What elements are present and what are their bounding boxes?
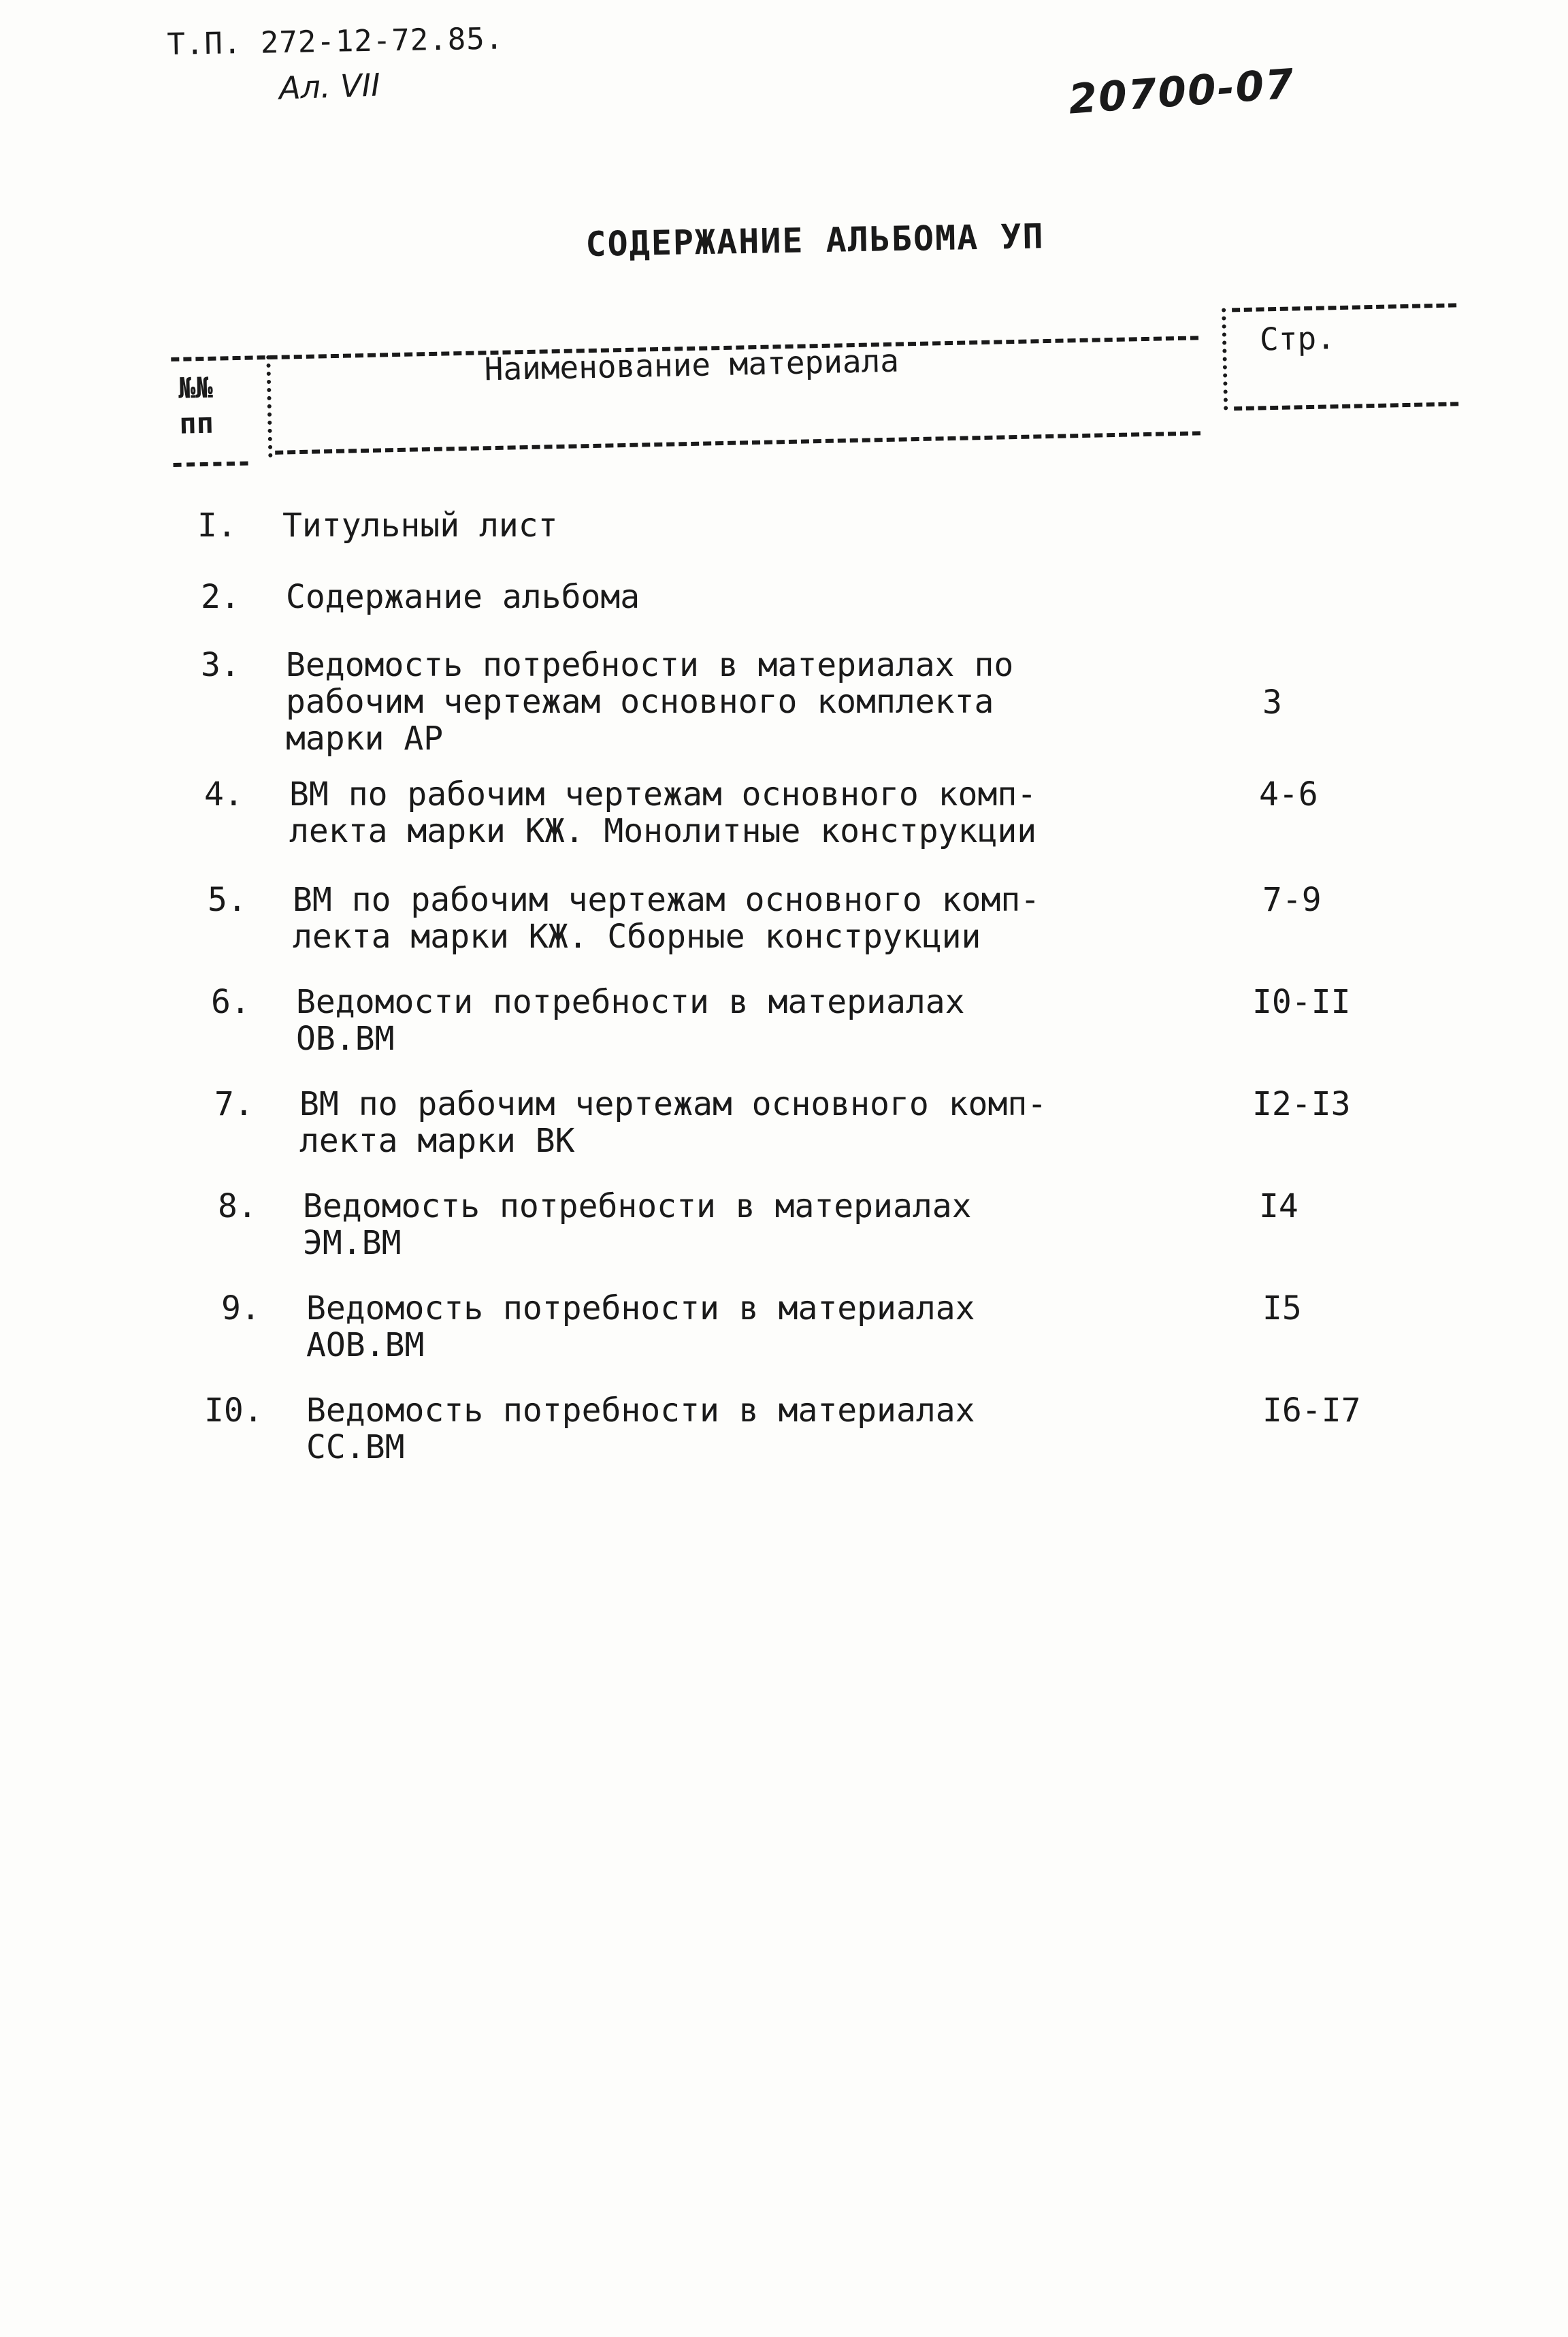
item-title: Ведомости потребности в материалах ОВ.ВМ [296,983,965,1058]
item-number: 6. [211,983,250,1021]
item-page: 7-9 [1262,881,1322,919]
item-number: I0. [204,1391,263,1430]
column-header-name: Наименование материала [484,342,900,388]
item-page: I0-II [1252,983,1351,1021]
item-number: 8. [218,1187,257,1225]
item-page: 4-6 [1259,775,1318,813]
page-title: СОДЕРЖАНИЕ АЛЬБОМА УП [585,216,1045,264]
item-title: Ведомость потребности в материалах СС.ВМ [306,1391,975,1466]
item-title: Титульный лист [282,506,558,545]
handwritten-number: 20700-07 [1066,60,1297,124]
item-number: 7. [214,1085,254,1123]
item-number: 3. [201,646,240,684]
item-title: ВМ по рабочим чертежам основного комп- лекта марки ВК [299,1085,1047,1160]
item-number: 5. [208,881,247,919]
column-header-page: Стр. [1259,319,1336,358]
document-code: Т.П. 272-12-72.85. [167,21,504,62]
item-title: ВМ по рабочим чертежам основного комп- лекта марки КЖ. Сборные конструкции [293,881,1041,956]
item-page: 3 [1262,683,1282,722]
item-number: I. [197,506,237,545]
item-page: I4 [1259,1187,1298,1225]
item-page: I5 [1262,1289,1302,1327]
item-title: Ведомость потребности в материалах ЭМ.ВМ [303,1187,972,1262]
item-number: 9. [221,1289,261,1327]
item-title: ВМ по рабочим чертежам основного комп- лекта марки КЖ. Монолитные конструкции [289,775,1037,850]
item-number: 4. [204,775,244,813]
item-title: Содержание альбома [286,578,640,616]
column-header-number: №№ пп [178,370,214,440]
album-mark: Ал. VII [278,66,381,107]
item-title: Ведомость потребности в материалах по рабочим чертежам основного комплекта марки АР [286,646,1014,758]
item-title: Ведомость потребности в материалах АОВ.ВМ [306,1289,975,1364]
item-page: I2-I3 [1252,1085,1351,1123]
item-page: I6-I7 [1262,1391,1361,1430]
item-number: 2. [201,578,240,616]
